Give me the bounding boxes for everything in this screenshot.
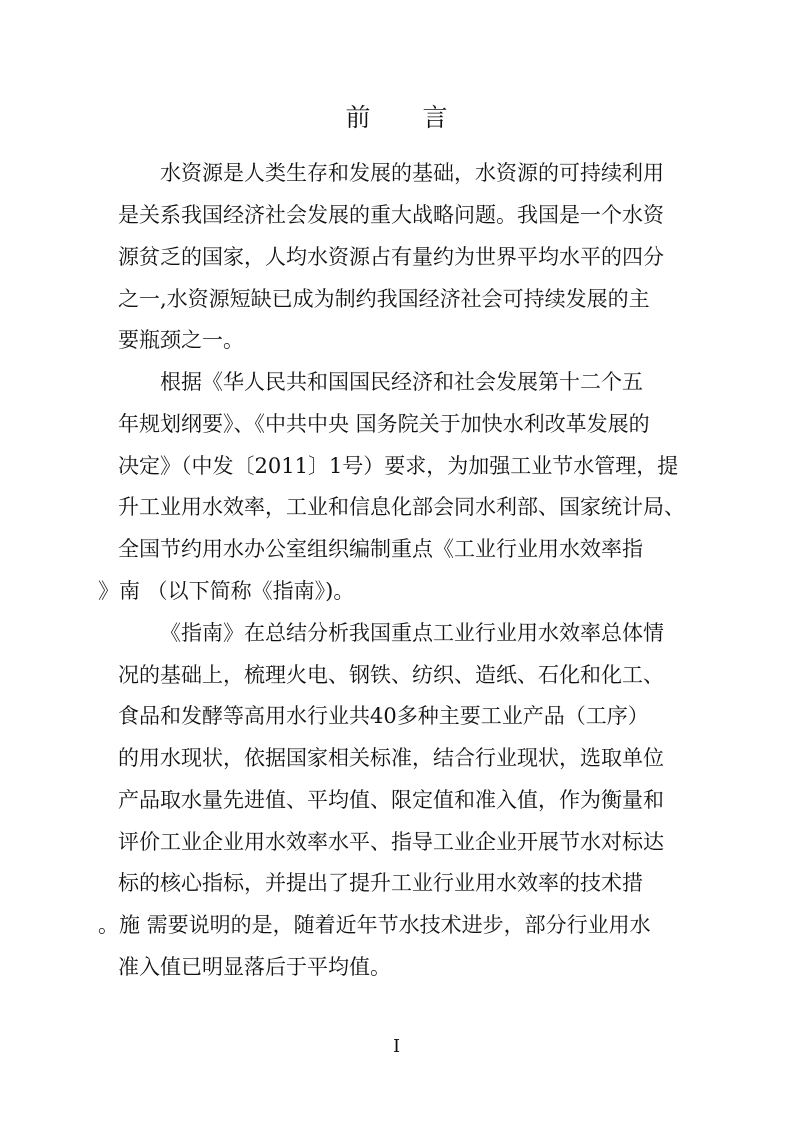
paragraph-3-line-6: 评价工业企业用水效率水平、指导工业企业开展节水对标达 [118, 830, 664, 854]
paragraph-3-line-2: 况的基础上，梳理火电、钢铁、纺织、造纸、石化和化工、 [118, 663, 664, 687]
paragraph-3-line-9: 准入值已明显落后于平均值。 [118, 955, 391, 979]
paragraph-1-line-4: 之一,水资源短缺已成为制约我国经济社会可持续发展的主 [118, 287, 650, 311]
paragraph-1-line-2: 是关系我国经济社会发展的重大战略问题。我国是一个水资 [118, 203, 664, 227]
paragraph-2-line-1: 根据《华人民共和国国民经济和社会发展第十二个五 [160, 370, 643, 394]
page-title: 前 言 [345, 103, 470, 132]
paragraph-3-line-7: 标的核心指标，并提出了提升工业行业用水效率的技术措 [118, 871, 643, 895]
paragraph-2-line-2: 年规划纲要》、《中共中央 国务院关于加快水利改革发展的 [118, 412, 650, 436]
paragraph-3-line-8: 。施 需要说明的是，随着近年节水技术进步，部分行业用水 [98, 913, 651, 937]
paragraph-1-line-3: 源贫乏的国家，人均水资源占有量约为世界平均水平的四分 [118, 245, 664, 269]
paragraph-3-line-5: 产品取水量先进值、平均值、限定值和准入值，作为衡量和 [118, 788, 664, 812]
paragraph-2-line-5: 全国节约用水办公室组织编制重点《工业行业用水效率指 [118, 537, 643, 561]
paragraph-3-line-3: 食品和发酵等高用水行业共40多种主要工业产品（工序） [118, 704, 649, 728]
paragraph-3-line-4: 的用水现状，依据国家相关标准，结合行业现状，选取单位 [118, 746, 664, 770]
paragraph-2-line-3: 决定》（中发〔2011〕1号）要求，为加强工业节水管理，提 [118, 454, 679, 478]
paragraph-1-line-1: 水资源是人类生存和发展的基础，水资源的可持续利用 [160, 161, 664, 185]
paragraph-1-line-5: 要瓶颈之一。 [118, 328, 244, 352]
paragraph-3-line-1: 《指南》在总结分析我国重点工业行业用水效率总体情 [160, 621, 664, 645]
paragraph-2-line-6: 》南 （以下简称《指南》)。 [98, 579, 355, 603]
paragraph-2-line-4: 升工业用水效率，工业和信息化部会同水利部、国家统计局、 [118, 495, 685, 519]
page-number: I [392, 1036, 401, 1057]
